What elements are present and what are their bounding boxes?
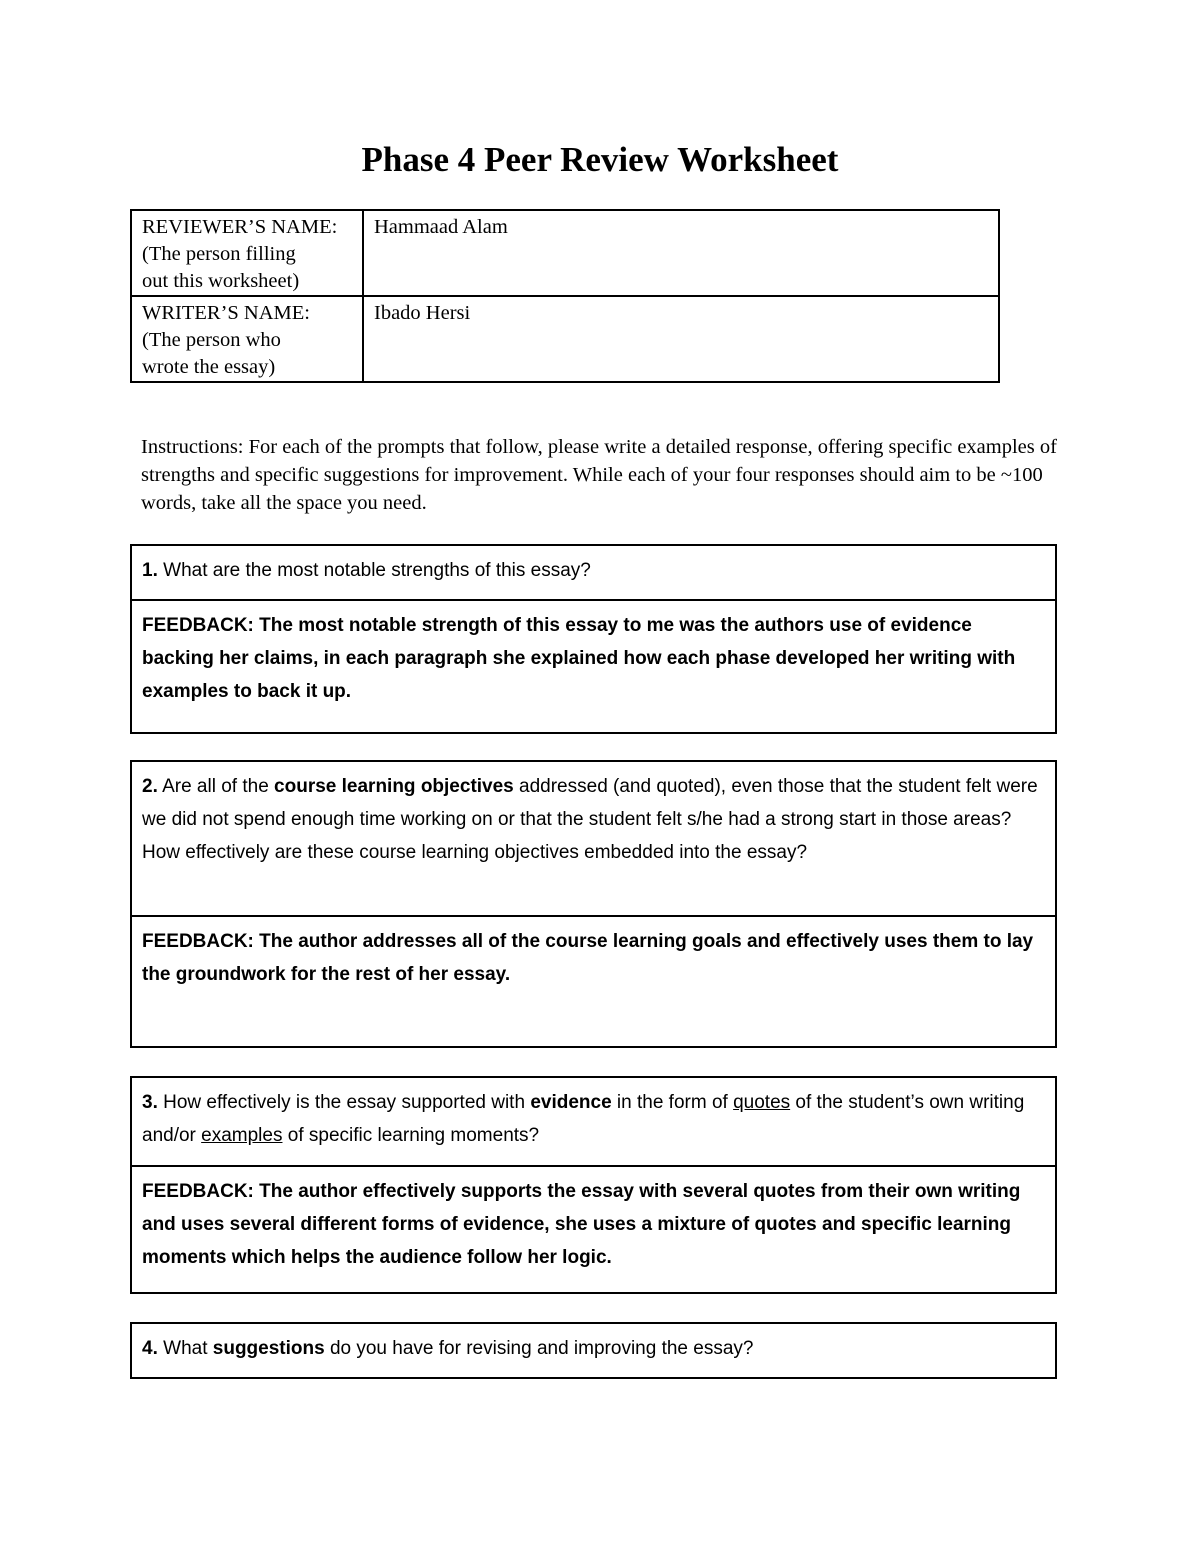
names-table [130,209,1000,383]
reviewer-label-line1: REVIEWER’S NAME: [142,216,338,238]
question-1-prompt [132,546,1055,601]
question-1-feedback: FEEDBACK: The most notable strength of this essay to me was the authors use of evidence backing her claims, in each paragraph she explained how each phase developed her writing with examples to back it up. [142,615,1016,702]
question-2-text-bold: course learning objectives [274,776,514,797]
writer-label-line1: WRITER’S NAME: [142,302,310,324]
reviewer-row [131,210,999,296]
question-3-number: 3. [142,1092,158,1113]
reviewer-label-line3: out this worksheet) [142,270,300,292]
question-2-prompt [132,762,1055,917]
question-2-feedback: FEEDBACK: The author addresses all of the course learning goals and effectively uses them to lay the groundwork for the rest of her essay. [142,931,1034,985]
instructions-paragraph: Instructions: For each of the prompts that follow, please write a detailed response, offering specific examples of strengths and specific suggestions for improvement. While each of your four responses should aim to be ~100 words, take all the space you need. [141,436,1057,514]
question-2-number: 2. [142,776,158,797]
writer-label [131,296,363,382]
question-3-text-part2: in the form of [611,1092,734,1113]
question-1-text: What are the most notable strengths of this essay? [157,560,591,581]
question-box-4 [130,1322,1057,1379]
question-2-text-part2: addressed (and quoted), even those that the student felt were we did not spend enough time working on or that the student felt s/he had a strong start in those areas? How effectively are these course learning objectives embedded into the essay? [142,776,1038,863]
page-title: Phase 4 Peer Review Worksheet [361,140,839,179]
question-4-text-bold: suggestions [212,1338,325,1359]
question-3-text-underline-quotes: quotes [733,1092,791,1113]
question-box-2 [130,760,1057,1048]
writer-label-line3: wrote the essay) [142,356,276,378]
question-3-text-part3: of the student’s own writing and/or [142,1092,1025,1146]
question-4-text-part1: What [157,1338,213,1359]
question-4-prompt [132,1324,1055,1375]
reviewer-label-line2: (The person filling [142,243,296,265]
question-3-text-part4: of specific learning moments? [282,1125,540,1146]
question-4-text-part2: do you have for revising and improving the essay? [324,1338,754,1359]
question-3-prompt [132,1078,1055,1167]
question-3-text-underline-examples: examples [201,1125,283,1146]
writer-label-line2: (The person who [142,329,281,351]
question-1-number: 1. [142,560,158,581]
question-3-feedback: FEEDBACK: The author effectively supports the essay with several quotes from their own writing and uses several different forms of evidence, she uses a mixture of quotes and specific learning moments which helps the audience follow her logic. [142,1181,1021,1268]
reviewer-name-value: Hammaad Alam [363,210,999,296]
question-3-text-bold: evidence [530,1092,612,1113]
question-box-3 [130,1076,1057,1294]
question-2-text-part1: Are all of the [157,776,275,797]
question-4-number: 4. [142,1338,158,1359]
question-3-text-part1: How effectively is the essay supported with [157,1092,531,1113]
writer-name-value: Ibado Hersi [363,296,999,382]
reviewer-label [131,210,363,296]
question-box-1 [130,544,1057,734]
writer-row [131,296,999,382]
